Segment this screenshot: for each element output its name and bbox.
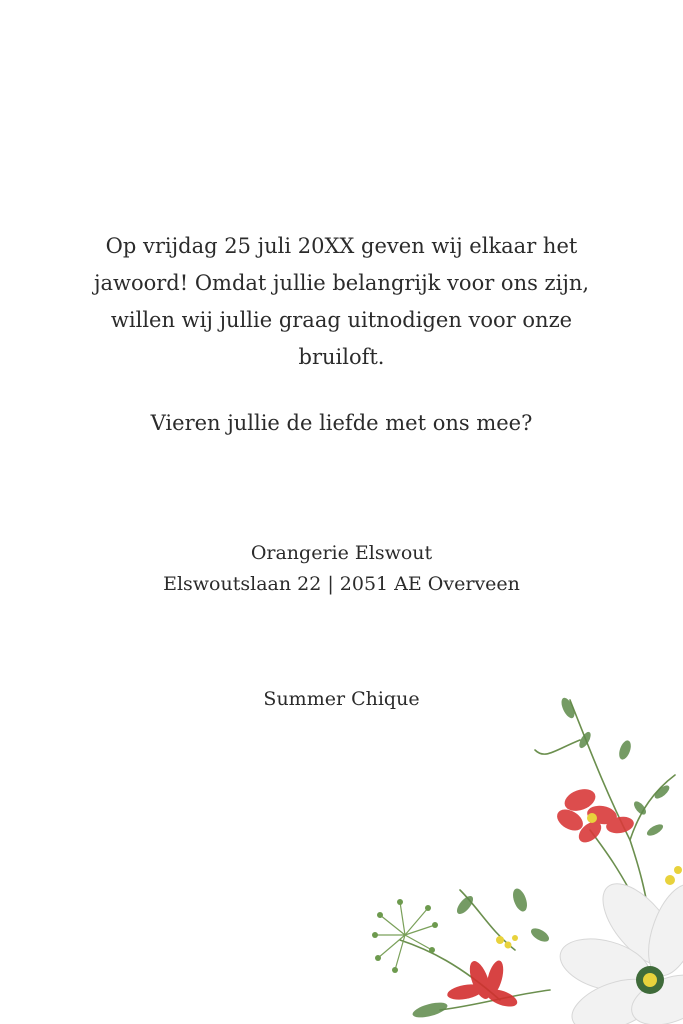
venue-name: Orangerie Elswout (250, 542, 433, 564)
venue-address: Elswoutslaan 22 | 2051 AE Overveen (163, 573, 520, 595)
intro-line: willen wij jullie graag uitnodigen voor onze (110, 308, 573, 332)
celebration-question: Vieren jullie de liefde met ons mee? (150, 411, 533, 435)
watercolor-wildflowers-bouquet-icon (340, 680, 683, 1024)
venue-block (60, 538, 623, 600)
intro-text (80, 228, 603, 376)
signature: Summer Chique (263, 688, 420, 710)
intro-line: bruiloft. (298, 345, 385, 369)
intro-line: Op vrijdag 25 juli 20XX geven wij elkaar het (105, 234, 578, 258)
intro-line: jawoord! Omdat jullie belangrijk voor ons zijn, (93, 271, 590, 295)
